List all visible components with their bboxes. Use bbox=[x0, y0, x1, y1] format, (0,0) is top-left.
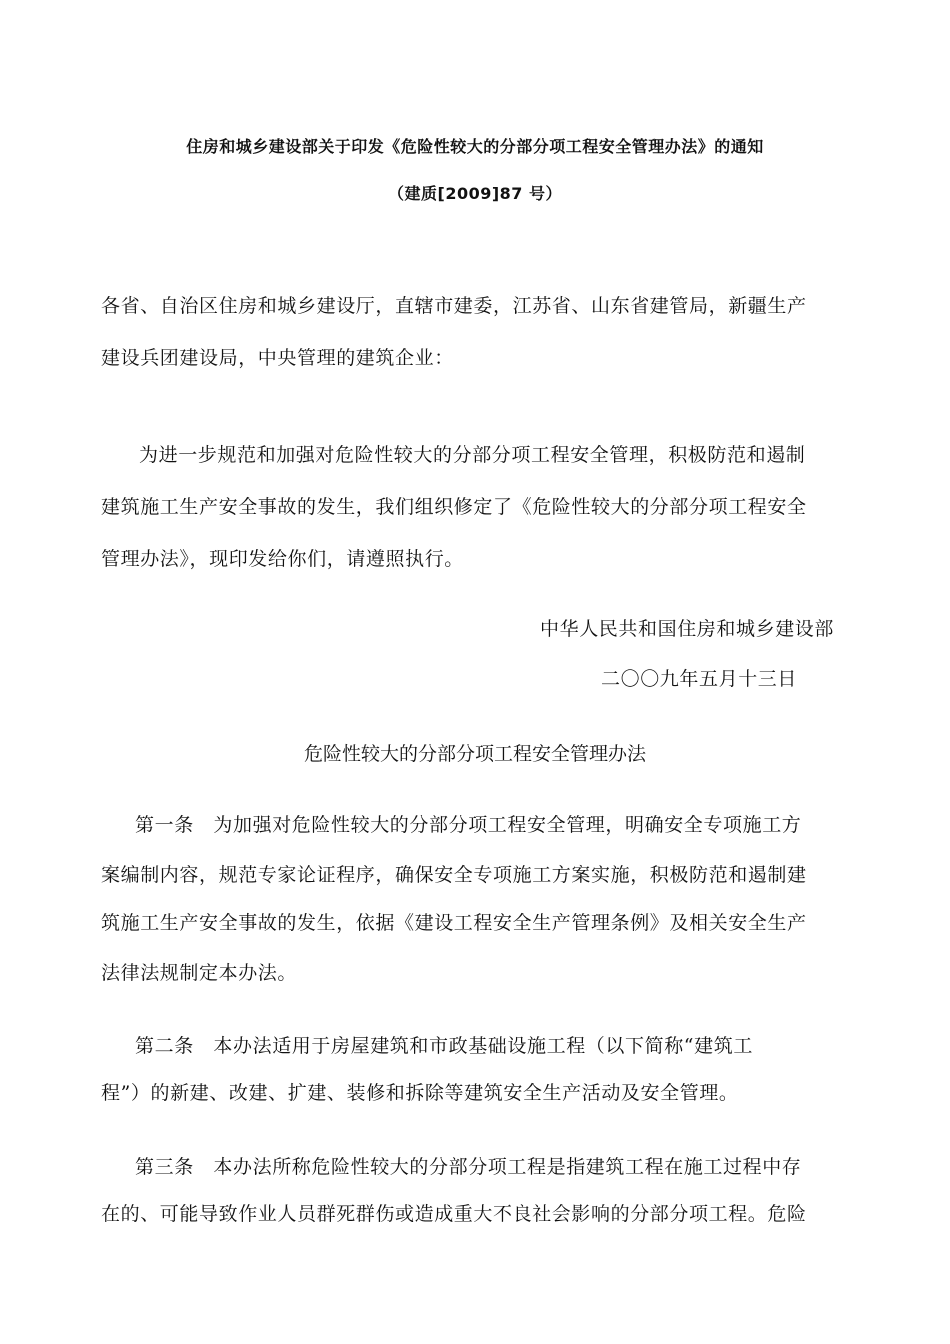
article-1-line: 法律法规制定本办法。 bbox=[101, 962, 298, 984]
article-3-line: 第三条 本办法所称危险性较大的分部分项工程是指建筑工程在施工过程中存 bbox=[135, 1156, 802, 1178]
addressee-line: 各省、自治区住房和城乡建设厅，直辖市建委，江苏省、山东省建管局，新疆生产 bbox=[101, 295, 807, 317]
article-1-line: 案编制内容，规范专家论证程序，确保安全专项施工方案实施，积极防范和遏制建 bbox=[101, 864, 807, 886]
issue-date: 二〇〇九年五月十三日 bbox=[601, 668, 798, 690]
regulation-title: 危险性较大的分部分项工程安全管理办法 bbox=[303, 743, 646, 765]
body-line: 建筑施工生产安全事故的发生，我们组织修定了《危险性较大的分部分项工程安全 bbox=[101, 496, 807, 518]
document-number: （建质[2009]87 号） bbox=[388, 184, 562, 203]
article-3-line: 在的、可能导致作业人员群死群伤或造成重大不良社会影响的分部分项工程。危险 bbox=[101, 1203, 807, 1225]
notice-title: 住房和城乡建设部关于印发《危险性较大的分部分项工程安全管理办法》的通知 bbox=[186, 137, 764, 156]
article-1-line: 筑施工生产安全事故的发生，依据《建设工程安全生产管理条例》及相关安全生产 bbox=[101, 912, 807, 934]
body-line: 为进一步规范和加强对危险性较大的分部分项工程安全管理，积极防范和遏制 bbox=[139, 444, 806, 466]
addressee-line: 建设兵团建设局，中央管理的建筑企业： bbox=[101, 347, 454, 369]
body-line: 管理办法》，现印发给你们，请遵照执行。 bbox=[101, 548, 464, 570]
article-2-line: 程”）的新建、改建、扩建、装修和拆除等建筑安全生产活动及安全管理。 bbox=[101, 1082, 739, 1104]
issuer: 中华人民共和国住房和城乡建设部 bbox=[540, 618, 835, 640]
article-2-line: 第二条 本办法适用于房屋建筑和市政基础设施工程（以下简称“建筑工 bbox=[135, 1035, 753, 1057]
article-1-line: 第一条 为加强对危险性较大的分部分项工程安全管理，明确安全专项施工方 bbox=[135, 814, 802, 836]
